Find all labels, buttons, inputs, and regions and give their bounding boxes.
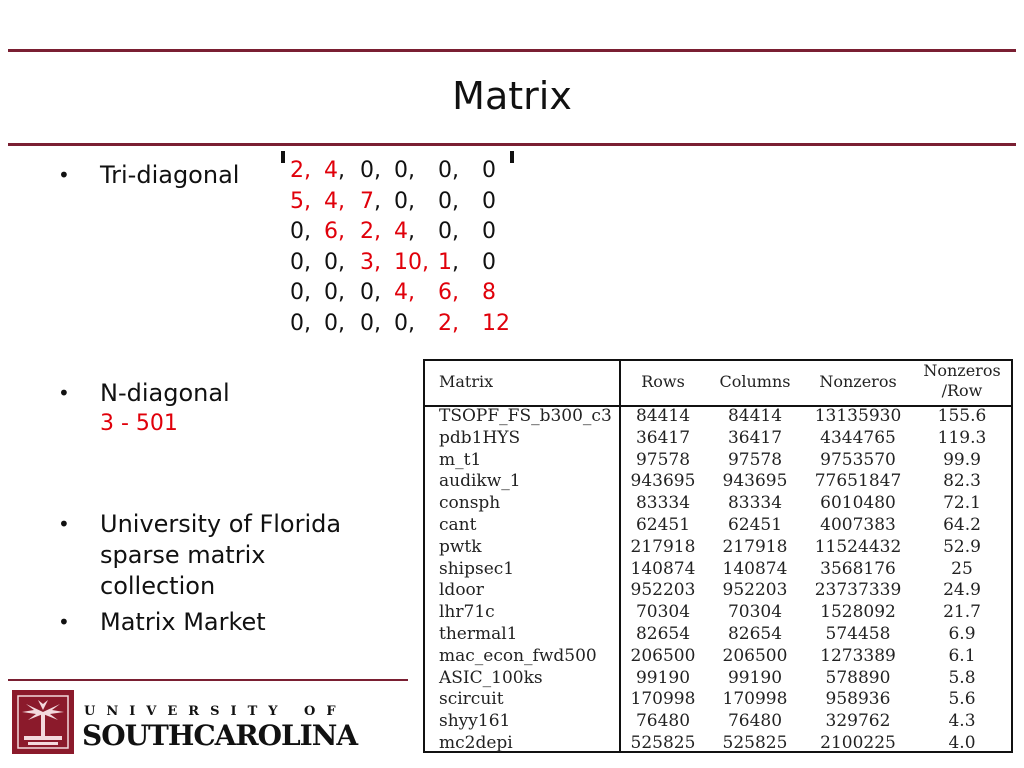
matrix-cell: 8 [482,280,496,306]
university-wordmark-top: UNIVERSITY OF [84,704,347,719]
table-cell: 36417 [635,427,691,448]
table-cell: 2100225 [820,733,896,753]
matrix-cell: 0, [394,188,415,214]
table-cell: lhr71c [439,602,495,623]
matrix-bracket-right [510,151,514,163]
matrix-cell: 2, [438,310,459,336]
table-cell: 140874 [630,558,696,579]
bullet-line: sparse matrix [100,541,266,569]
table-cell: 958936 [825,689,891,710]
matrix-cell: 0, [438,158,459,183]
matrix-cell: 0, [394,158,415,183]
table-cell: 5.6 [948,689,976,710]
table-cell: 1273389 [820,645,896,666]
table-cell: 76480 [635,711,691,732]
table-cell: 52.9 [943,536,981,557]
table-cell: 76480 [727,711,783,732]
table-cell: scircuit [439,689,504,710]
table-divider-vertical [619,361,621,751]
table-cell: 170998 [630,689,696,710]
bullet-line: collection [100,572,216,600]
matrix-cell: 0, [438,219,459,245]
table-cell: 82.3 [943,471,981,492]
table-cell: 574458 [825,624,891,644]
matrix-cell: 0 [482,219,496,245]
table-cell: 9753570 [820,449,896,470]
table-cell: 1528092 [820,602,896,623]
table-cell: 23737339 [814,580,902,601]
title-rule [8,143,1016,146]
palmetto-seal-icon [12,690,74,754]
bullet-dot-icon: • [58,610,70,634]
table-cell: 217918 [722,536,788,557]
sparse-matrix-table [423,359,1013,753]
table-cell: 525825 [722,733,788,753]
table-cell: 21.7 [943,602,981,623]
table-header-rows: Rows [641,372,685,391]
matrix-cell: 6, [324,219,345,245]
matrix-cell: 4, [394,280,415,306]
table-cell: 99190 [635,667,691,688]
table-cell: 84414 [635,406,691,426]
matrix-cell: 4, [324,188,345,214]
matrix-cell: 7, [360,188,381,214]
bullet-label: N-diagonal [100,379,230,407]
matrix-cell: 0 [482,158,496,183]
matrix-cell: 0, [324,280,345,306]
table-cell: 206500 [722,645,788,666]
matrix-cell: 2, [360,219,381,245]
table-header-columns: Columns [719,372,791,391]
matrix-cell: 0 [482,249,496,275]
matrix-cell: 0, [394,310,415,336]
matrix-cell: 4, [324,158,345,183]
table-cell: 24.9 [943,580,981,601]
table-cell: ASIC_100ks [439,667,543,688]
matrix-cell: 0, [324,249,345,275]
table-cell: 36417 [727,427,783,448]
table-cell: 206500 [630,645,696,666]
table-cell: 62451 [727,515,783,535]
matrix-cell: 0, [290,310,311,336]
matrix-cell: 0, [360,280,381,306]
table-header-line: /Row [941,381,983,400]
university-wordmark-bottom: SOUTHCAROLINA [82,719,358,752]
table-cell: 952203 [722,580,788,601]
table-cell: shipsec1 [439,558,515,579]
table-cell: mc2depi [439,733,513,753]
table-cell: 4007383 [820,515,896,535]
table-cell: 64.2 [943,515,981,535]
bullet-sublabel: 3 - 501 [100,411,178,436]
table-header-matrix: Matrix [439,372,494,391]
table-cell: 4.0 [948,733,976,753]
table-cell: 62451 [635,515,691,535]
table-cell: 6010480 [820,493,896,514]
footer-rule [8,679,408,681]
table-cell: 943695 [630,471,696,492]
bullet-dot-icon: • [58,381,70,405]
matrix-cell: 3, [360,249,381,275]
table-cell: 4.3 [948,711,976,732]
table-cell: 97578 [635,449,691,470]
matrix-cell: 12 [482,310,510,336]
table-header-nonzeros-per-row [917,361,1007,401]
matrix-cell: 0, [324,310,345,336]
table-cell: 25 [951,558,973,579]
matrix-cell: 10, [394,249,429,275]
matrix-cell: 0 [482,188,496,214]
matrix-cell: 0, [290,219,311,245]
table-cell: TSOPF_FS_b300_c3 [439,406,612,426]
table-cell: 140874 [722,558,788,579]
table-cell: 3568176 [820,558,896,579]
table-cell: pdb1HYS [439,427,521,448]
slide-title: Matrix [452,74,572,118]
table-cell: 70304 [727,602,783,623]
table-cell: 578890 [825,667,891,688]
table-cell: 72.1 [943,493,981,514]
matrix-cell: 6, [438,280,459,306]
table-cell: 82654 [635,624,691,644]
matrix-bracket-left [281,151,285,163]
table-cell: 119.3 [937,427,987,448]
table-cell: shyy161 [439,711,511,732]
table-cell: 83334 [635,493,691,514]
table-cell: 943695 [722,471,788,492]
bullet-dot-icon: • [58,163,70,187]
table-cell: m_t1 [439,449,482,470]
matrix-cell: 4, [394,219,415,245]
table-cell: 99190 [727,667,783,688]
table-cell: mac_econ_fwd500 [439,645,597,666]
matrix-cell: 5, [290,188,311,214]
table-cell: 6.1 [948,645,976,666]
table-cell: 13135930 [814,406,902,426]
table-cell: 5.8 [948,667,976,688]
table-cell: 170998 [722,689,788,710]
table-cell: 6.9 [948,624,976,644]
table-cell: 952203 [630,580,696,601]
table-cell: 70304 [635,602,691,623]
table-cell: 77651847 [814,471,902,492]
table-cell: 155.6 [937,406,987,426]
matrix-cell: 0, [438,188,459,214]
table-cell: pwtk [439,536,482,557]
bullet-dot-icon: • [58,512,70,536]
table-cell: audikw_1 [439,471,521,492]
table-cell: 84414 [727,406,783,426]
bullet-label: Tri-diagonal [100,161,240,189]
top-rule [8,49,1016,52]
table-header-line: Nonzeros [923,361,1001,380]
table-cell: consph [439,493,501,514]
table-cell: 82654 [727,624,783,644]
matrix-cell: 0, [290,280,311,306]
matrix-cell: 0, [290,249,311,275]
matrix-cell: 1, [438,249,459,275]
table-cell: 217918 [630,536,696,557]
matrix-cell: 0, [360,158,381,183]
table-header-nonzeros: Nonzeros [819,372,897,391]
table-cell: 329762 [825,711,891,732]
table-cell: 99.9 [943,449,981,470]
table-cell: thermal1 [439,624,518,644]
bullet-label: Matrix Market [100,608,266,636]
matrix-cell: 0, [360,310,381,336]
bullet-line: University of Florida [100,510,342,538]
table-cell: 4344765 [820,427,896,448]
table-cell: ldoor [439,580,484,601]
table-cell: 525825 [630,733,696,753]
table-cell: 97578 [727,449,783,470]
matrix-cell: 2, [290,158,311,183]
table-cell: 11524432 [814,536,902,557]
table-cell: 83334 [727,493,783,514]
table-cell: cant [439,515,477,535]
